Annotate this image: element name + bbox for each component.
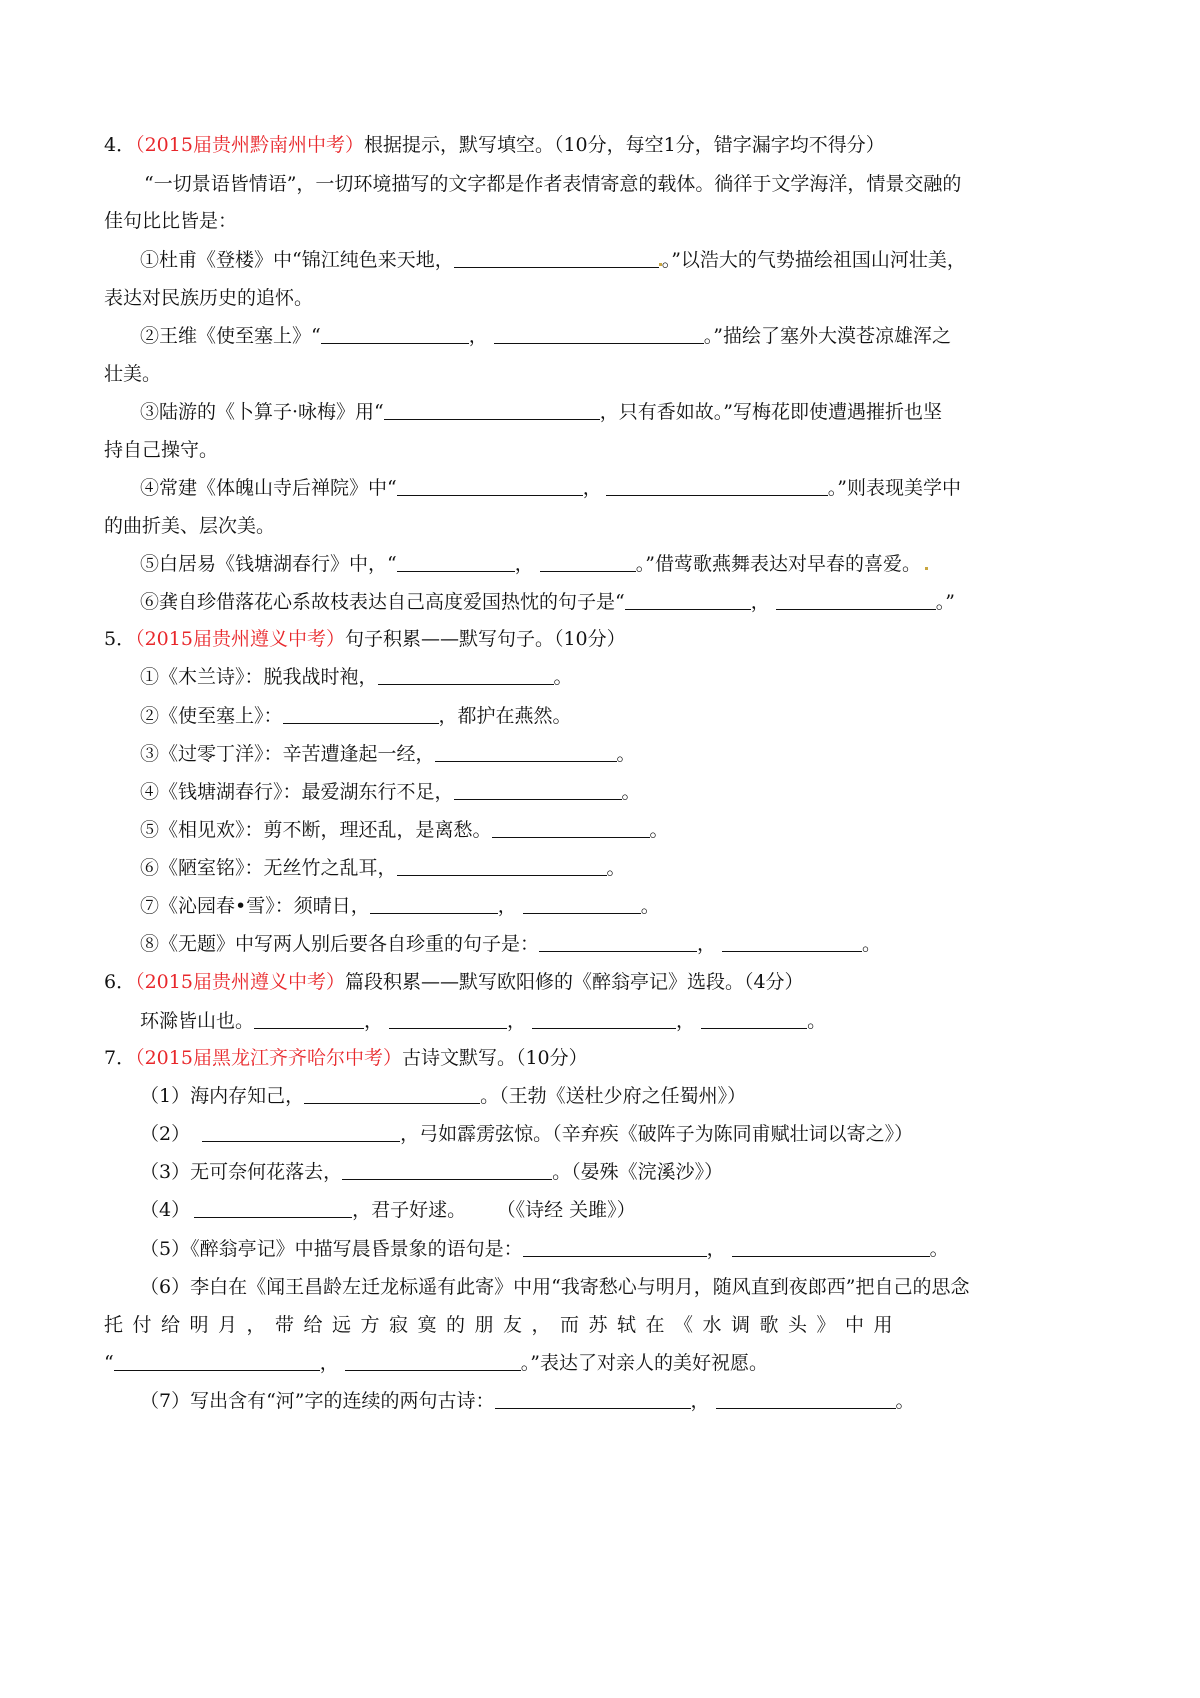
q7-item6-end: 。”表达了对亲人的美好祝愿。 — [520, 1352, 768, 1374]
q4-item6-text: ⑥龚自珍借落花心系故枝表达自己高度爱国热忱的句子是“ — [140, 591, 625, 613]
q4-item5-comma: ， — [514, 553, 534, 575]
q4-number: 4． — [104, 134, 136, 156]
q7-item6-line2: 托付给明月，带给远方寂寞的朋友，而苏轼在《水调歌头》中用 — [104, 1314, 903, 1336]
q7-item6-open-quote: “ — [104, 1352, 114, 1374]
q5-title: 句子积累——默写句子。（10分） — [344, 628, 626, 650]
q6-blank2[interactable] — [389, 1010, 507, 1029]
q4-item1-text: ①杜甫《登楼》中“锦江纯色来天地， — [140, 249, 454, 271]
q5-item8-blank1[interactable] — [539, 933, 697, 952]
q5-item6 — [140, 855, 626, 881]
q5-item1-text: ①《木兰诗》：脱我战时袍， — [140, 666, 378, 688]
q6-source: （2015届贵州遵义中考） — [135, 971, 345, 993]
q4-item2-text: ②王维《使至塞上》“ — [140, 325, 321, 347]
q5-item7-blank1[interactable] — [370, 895, 498, 914]
q5-item6-blank[interactable] — [397, 857, 607, 876]
q5-item8 — [140, 931, 881, 957]
q4-item3-cont: 持自己操守。 — [104, 439, 219, 461]
q4-item2 — [140, 323, 951, 349]
q7-item3-end: 。（晏殊《浣溪沙》） — [552, 1161, 724, 1183]
q4-item5-blank1[interactable] — [397, 553, 515, 572]
q7-item7-end: 。 — [895, 1390, 915, 1412]
q5-item7-text: ⑦《沁园春•雪》：须晴日， — [140, 895, 370, 917]
q4-item2-cont: 壮美。 — [104, 363, 162, 385]
q4-item4-text-end: 。”则表现美学中 — [827, 477, 961, 499]
q7-item4-text: （4） — [140, 1199, 191, 1221]
q4-item6-blank1[interactable] — [625, 591, 751, 610]
q4-item5-blank2[interactable] — [540, 553, 636, 572]
q5-item6-text: ⑥《陋室铭》：无丝竹之乱耳， — [140, 857, 397, 879]
q7-item3-text: （3）无可奈何花落去， — [140, 1161, 343, 1183]
q7-item2-blank[interactable] — [202, 1123, 400, 1142]
q4-item5-text-end: 。”借莺歌燕舞表达对早春的喜爱。 — [635, 553, 921, 575]
q5-item7-end: 。 — [640, 895, 660, 917]
q4-heading — [104, 132, 885, 158]
q4-item3-text-end: ，只有香如故。”写梅花即使遭遇摧折也坚 — [599, 401, 942, 423]
q7-item5-blank1[interactable] — [523, 1238, 707, 1257]
q7-item6-comma: ， — [319, 1352, 339, 1374]
q4-item4-comma: ， — [582, 477, 602, 499]
q7-item1-blank[interactable] — [304, 1085, 480, 1104]
q7-item4 — [140, 1197, 636, 1223]
q5-item2 — [140, 703, 572, 729]
q7-item4-blank[interactable] — [194, 1199, 352, 1218]
q6-heading — [104, 969, 804, 995]
q4-item2-comma: ， — [468, 325, 488, 347]
q5-item5-blank[interactable] — [492, 819, 650, 838]
q7-item6-blank1[interactable] — [114, 1352, 320, 1371]
q7-item5-blank2[interactable] — [732, 1238, 930, 1257]
q4-item4-text: ④常建《体魄山寺后禅院》中“ — [140, 477, 397, 499]
q7-item7-text: （7）写出含有“河”字的连续的两句古诗： — [140, 1390, 495, 1412]
q5-item1 — [140, 664, 573, 690]
q5-item7-comma: ， — [497, 895, 517, 917]
q6-text: 环滁皆山也。 — [140, 1010, 255, 1032]
q5-heading — [104, 626, 626, 652]
q4-item4-cont: 的曲折美、层次美。 — [104, 515, 276, 537]
q7-item6-blank2[interactable] — [345, 1352, 521, 1371]
q4-item2-blank1[interactable] — [321, 325, 469, 344]
q5-item4-text: ④《钱塘湖春行》：最爱湖东行不足， — [140, 781, 454, 803]
q4-intro-line2: 佳句比比皆是： — [104, 210, 238, 232]
q5-item3-end: 。 — [616, 743, 636, 765]
q5-item7-blank2[interactable] — [523, 895, 641, 914]
q7-item7-blank1[interactable] — [495, 1390, 691, 1409]
q5-item2-end: ，都护在燕然。 — [438, 705, 572, 727]
q4-item6-comma: ， — [750, 591, 770, 613]
q7-item7-comma: ， — [690, 1390, 710, 1412]
q5-source: （2015届贵州遵义中考） — [135, 628, 345, 650]
q4-item3-blank[interactable] — [384, 401, 600, 420]
q7-item5-end: 。 — [929, 1238, 949, 1260]
q5-item8-end: 。 — [862, 933, 882, 955]
q7-item2 — [140, 1121, 913, 1147]
q5-item8-text: ⑧《无题》中写两人别后要各自珍重的句子是： — [140, 933, 540, 955]
q7-item1-end: 。（王勃《送杜少府之任蜀州》） — [480, 1085, 747, 1107]
q6-comma2: ， — [507, 1010, 527, 1032]
q4-title: 根据提示，默写填空。（10分，每空1分，错字漏字均不得分） — [363, 134, 885, 156]
q7-item7 — [140, 1388, 915, 1414]
q6-comma1: ， — [364, 1010, 384, 1032]
q5-item3-text: ③《过零丁洋》：辛苦遭逢起一经， — [140, 743, 435, 765]
q5-item3 — [140, 741, 636, 767]
q7-item7-blank2[interactable] — [716, 1390, 896, 1409]
q7-item1-text: （1）海内存知己， — [140, 1085, 305, 1107]
q5-item8-blank2[interactable] — [722, 933, 862, 952]
q6-blank1[interactable] — [254, 1010, 364, 1029]
q5-item2-text: ②《使至塞上》： — [140, 705, 283, 727]
q6-blank4[interactable] — [701, 1010, 807, 1029]
q5-item1-end: 。 — [553, 666, 573, 688]
q5-item4 — [140, 779, 641, 805]
q5-number: 5． — [104, 628, 136, 650]
q7-item2-end: ，弓如霹雳弦惊。（辛弃疾《破阵子为陈同甫赋壮词以寄之》） — [400, 1123, 914, 1145]
q4-source: （2015届贵州黔南州中考） — [135, 134, 364, 156]
q4-intro-line1: “一切景语皆情语”，一切环境描写的文字都是作者表情寄意的载体。徜徉于文学海洋，情景交融的 — [144, 173, 962, 195]
q4-item3-text: ③陆游的《卜算子·咏梅》用“ — [140, 401, 384, 423]
q5-item4-end: 。 — [621, 781, 641, 803]
q5-item1-blank[interactable] — [378, 666, 554, 685]
q4-item6-blank2[interactable] — [776, 591, 936, 610]
q6-number: 6． — [104, 971, 136, 993]
q4-item5-text: ⑤白居易《钱塘湖春行》中，“ — [140, 553, 397, 575]
q5-item5-end: 。 — [649, 819, 669, 841]
q4-item5 — [140, 551, 928, 577]
q5-item2-blank[interactable] — [283, 705, 439, 724]
q7-item4-source: （《诗经 关雎》） — [506, 1199, 636, 1221]
q5-item4-blank[interactable] — [454, 781, 622, 800]
q5-item3-blank[interactable] — [435, 743, 617, 762]
q6-comma3: ， — [676, 1010, 696, 1032]
q4-item4 — [140, 475, 961, 501]
q7-item3 — [140, 1159, 723, 1185]
q7-item6-line1: （6）李白在《闻王昌龄左迁龙标遥有此寄》中用“我寄愁心与明月，随风直到夜郎西”把自己的思念 — [140, 1276, 970, 1298]
q6-passage — [140, 1008, 826, 1034]
q7-item1 — [140, 1083, 746, 1109]
q7-source: （2015届黑龙江齐齐哈尔中考） — [135, 1047, 402, 1069]
q7-title: 古诗文默写。（10分） — [401, 1047, 588, 1069]
q4-item1 — [140, 247, 966, 273]
marker-dot — [925, 567, 928, 570]
q7-item4-mid: ，君子好逑。 — [352, 1199, 467, 1221]
q4-item1-blank[interactable] — [454, 249, 659, 268]
q5-item8-comma: ， — [697, 933, 717, 955]
q6-title: 篇段积累——默写欧阳修的《醉翁亭记》选段。（4分） — [344, 971, 804, 993]
q7-item5-comma: ， — [706, 1238, 726, 1260]
q7-item3-blank[interactable] — [342, 1161, 552, 1180]
q7-heading — [104, 1045, 588, 1071]
q6-end: 。 — [807, 1010, 827, 1032]
q7-item5-text: （5）《醉翁亭记》中描写晨昏景象的语句是： — [140, 1238, 523, 1260]
q4-item3 — [140, 399, 942, 425]
q5-item6-end: 。 — [606, 857, 626, 879]
q7-number: 7． — [104, 1047, 136, 1069]
q5-item5-text: ⑤《相见欢》：剪不断，理还乱，是离愁。 — [140, 819, 492, 841]
q5-item7 — [140, 893, 660, 919]
q7-item5 — [140, 1236, 949, 1262]
q4-item4-blank1[interactable] — [397, 477, 583, 496]
q4-item2-blank2[interactable] — [494, 325, 704, 344]
q4-item4-blank2[interactable] — [606, 477, 828, 496]
q7-item2-text: （2） — [140, 1123, 191, 1145]
q4-item1-cont: 表达对民族历史的追怀。 — [104, 287, 314, 309]
q4-item6 — [140, 589, 955, 615]
q4-item1-text-end: 。”以浩大的气势描绘祖国山河壮美， — [661, 249, 966, 271]
q4-item2-text-end: 。”描绘了塞外大漠苍凉雄浑之 — [703, 325, 951, 347]
q4-item6-text-end: 。” — [935, 591, 955, 613]
q5-item5 — [140, 817, 669, 843]
q6-blank3[interactable] — [532, 1010, 676, 1029]
q7-item6-line3 — [104, 1350, 768, 1376]
